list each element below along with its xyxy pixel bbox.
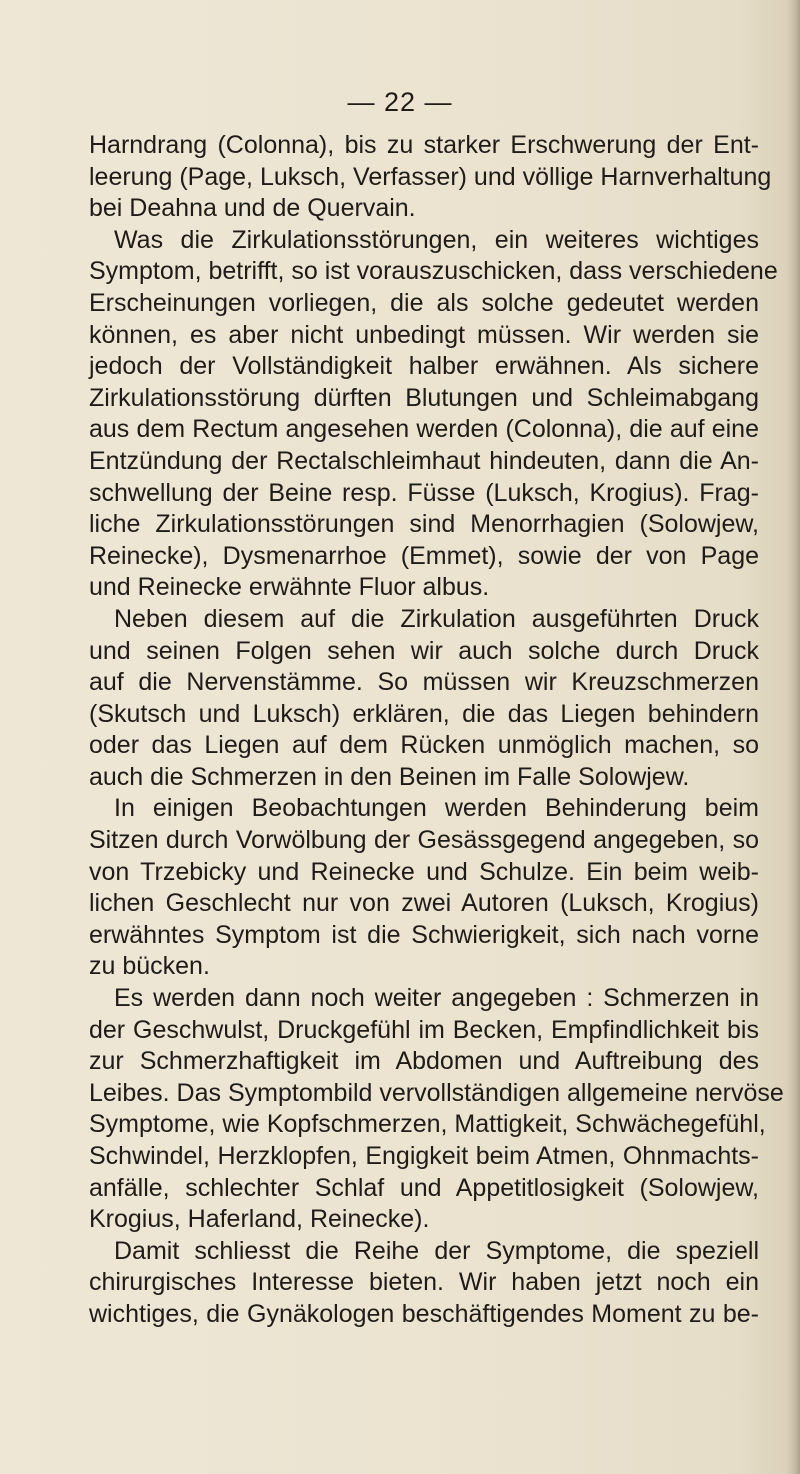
- text-line: Erscheinungen vorliegen, die als solche gedeutet werden: [89, 288, 759, 317]
- text-line: lichen Geschlecht nur von zwei Autoren (Luksch, Krogius): [89, 889, 759, 918]
- text-line: Leibes. Das Symptombild vervollständigen allgemeine nervöse: [89, 1078, 784, 1107]
- text-line: Reinecke), Dysmenarrhoe (Emmet), sowie der von Page: [89, 541, 759, 570]
- text-line: (Skutsch und Luksch) erklären, die das Liegen behindern: [89, 699, 759, 728]
- text-line: Symptom, betrifft, so ist vorauszuschicken, dass verschiedene: [89, 257, 778, 286]
- text-line: zu bücken.: [89, 952, 210, 981]
- text-line: bei Deahna und de Quervain.: [89, 194, 416, 223]
- text-line: schwellung der Beine resp. Füsse (Luksch, Krogius). Frag-: [89, 478, 759, 507]
- text-line: chirurgisches Interesse bieten. Wir haben jetzt noch ein: [89, 1268, 759, 1297]
- text-line: Zirkulationsstörung dürften Blutungen und Schleimabgang: [89, 383, 759, 412]
- text-line: liche Zirkulationsstörungen sind Menorrhagien (Solowjew,: [89, 510, 759, 539]
- text-line: anfälle, schlechter Schlaf und Appetitlosigkeit (Solowjew,: [89, 1173, 759, 1202]
- text-line: Symptome, wie Kopfschmerzen, Mattigkeit, Schwächegefühl,: [89, 1110, 766, 1139]
- text-line: Krogius, Haferland, Reinecke).: [89, 1205, 430, 1234]
- text-line: von Trzebicky und Reinecke und Schulze. Ein beim weib-: [89, 857, 759, 886]
- text-line: oder das Liegen auf dem Rücken unmöglich machen, so: [89, 731, 759, 760]
- text-line: wichtiges, die Gynäkologen beschäftigendes Moment zu be-: [89, 1299, 759, 1328]
- text-line: Entzündung der Rectalschleimhaut hindeuten, dann die An-: [89, 446, 759, 475]
- text-line: können, es aber nicht unbedingt müssen. Wir werden sie: [89, 320, 759, 349]
- text-line: leerung (Page, Luksch, Verfasser) und völlige Harnverhaltung: [89, 162, 772, 191]
- text-line: In einigen Beobachtungen werden Behinderung beim: [114, 794, 759, 823]
- text-line: Sitzen durch Vorwölbung der Gesässgegend angegeben, so: [89, 826, 759, 855]
- text-line: auch die Schmerzen in den Beinen im Falle Solowjew.: [89, 762, 690, 791]
- text-line: Es werden dann noch weiter angegeben : Schmerzen in: [114, 984, 759, 1013]
- text-line: der Geschwulst, Druckgefühl im Becken, Empfindlichkeit bis: [89, 1015, 759, 1044]
- text-line: und seinen Folgen sehen wir auch solche durch Druck: [89, 636, 759, 665]
- text-line: erwähntes Symptom ist die Schwierigkeit, sich nach vorne: [89, 920, 759, 949]
- text-line: jedoch der Vollständigkeit halber erwähnen. Als sichere: [89, 352, 759, 381]
- text-line: aus dem Rectum angesehen werden (Colonna), die auf eine: [89, 415, 759, 444]
- page-edge-shadow: [786, 0, 800, 1474]
- body-text: [89, 130, 784, 1331]
- text-line: Neben diesem auf die Zirkulation ausgeführten Druck: [114, 604, 759, 633]
- text-line: auf die Nervenstämme. So müssen wir Kreuzschmerzen: [89, 668, 759, 697]
- text-line: Damit schliesst die Reihe der Symptome, die speziell: [114, 1236, 759, 1265]
- text-line: Harndrang (Colonna), bis zu starker Erschwerung der Ent-: [89, 131, 759, 159]
- text-line: und Reinecke erwähnte Fluor albus.: [89, 573, 490, 602]
- text-line: Schwindel, Herzklopfen, Engigkeit beim Atmen, Ohnmachts-: [89, 1142, 759, 1170]
- text-line: Was die Zirkulationsstörungen, ein weiteres wichtiges: [114, 225, 759, 254]
- page-number: — 22 —: [347, 87, 453, 117]
- text-line: zur Schmerzhaftigkeit im Abdomen und Auftreibung des: [89, 1047, 759, 1076]
